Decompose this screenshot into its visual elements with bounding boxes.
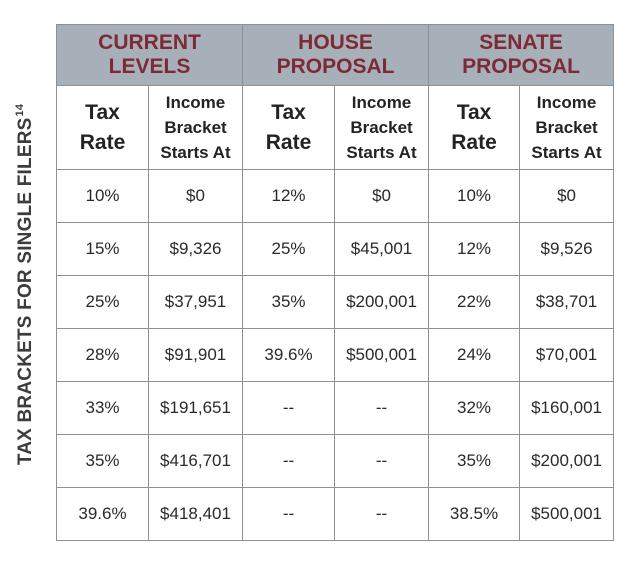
table-cell: $0	[520, 170, 614, 223]
table-cell: 28%	[57, 329, 149, 382]
table-cell: 35%	[57, 435, 149, 488]
table-cell: 10%	[57, 170, 149, 223]
table-cell: 25%	[243, 223, 335, 276]
table-cell: 35%	[243, 276, 335, 329]
table-cell: --	[243, 488, 335, 541]
col-header-line1: Tax	[271, 100, 306, 124]
table-cell: 10%	[429, 170, 520, 223]
table-cell: $160,001	[520, 382, 614, 435]
side-title-label: TAX BRACKETS FOR SINGLE FILERS	[15, 117, 37, 466]
group-header-line1: CURRENT	[98, 31, 201, 54]
table-cell: $9,326	[149, 223, 243, 276]
table-cell: 22%	[429, 276, 520, 329]
table-cell: 12%	[429, 223, 520, 276]
table-row	[57, 223, 614, 276]
column-header-tax-rate	[429, 86, 520, 170]
table-row	[57, 170, 614, 223]
table-cell: 32%	[429, 382, 520, 435]
table-cell: --	[335, 435, 429, 488]
table-cell: $0	[335, 170, 429, 223]
group-header-current-levels	[57, 25, 243, 86]
table-cell: $45,001	[335, 223, 429, 276]
table-cell: $0	[149, 170, 243, 223]
col-header-line1: Income	[165, 93, 226, 112]
col-header-line3: Starts At	[160, 143, 231, 162]
col-header-line1: Income	[536, 93, 597, 112]
table-cell: $416,701	[149, 435, 243, 488]
column-header-income-bracket	[520, 86, 614, 170]
table-cell: 33%	[57, 382, 149, 435]
side-title-text	[15, 104, 38, 465]
col-header-line2: Bracket	[350, 118, 413, 137]
table-row	[57, 435, 614, 488]
col-header-line2: Bracket	[535, 118, 598, 137]
col-header-line2: Rate	[451, 130, 497, 154]
table-cell: 12%	[243, 170, 335, 223]
col-header-line1: Tax	[85, 100, 120, 124]
col-header-line3: Starts At	[346, 143, 417, 162]
table-cell: $191,651	[149, 382, 243, 435]
table-cell: $37,951	[149, 276, 243, 329]
table-cell: $9,526	[520, 223, 614, 276]
tax-brackets-table	[56, 24, 614, 541]
col-header-line2: Bracket	[164, 118, 227, 137]
table-cell: $500,001	[335, 329, 429, 382]
group-header-line2: PROPOSAL	[462, 55, 580, 78]
table-cell: 15%	[57, 223, 149, 276]
group-header-line2: PROPOSAL	[276, 55, 395, 78]
table-cell: 39.6%	[243, 329, 335, 382]
table-cell: --	[243, 435, 335, 488]
column-header-row	[57, 86, 614, 170]
table-cell: $200,001	[520, 435, 614, 488]
table-cell: $500,001	[520, 488, 614, 541]
group-header-line1: SENATE	[479, 31, 563, 54]
table-row	[57, 329, 614, 382]
table-cell: $91,901	[149, 329, 243, 382]
table-cell: $70,001	[520, 329, 614, 382]
table-cell: 35%	[429, 435, 520, 488]
table-cell: $418,401	[149, 488, 243, 541]
group-header-line2: LEVELS	[108, 55, 191, 78]
table-cell: --	[335, 488, 429, 541]
group-header-senate-proposal	[429, 25, 614, 86]
table-row	[57, 382, 614, 435]
footnote-marker: 14	[14, 103, 27, 117]
table-cell: --	[243, 382, 335, 435]
table-cell: $200,001	[335, 276, 429, 329]
table-row	[57, 276, 614, 329]
group-header-house-proposal	[243, 25, 429, 86]
col-header-line1: Tax	[456, 100, 492, 124]
table-cell: 24%	[429, 329, 520, 382]
column-header-income-bracket	[149, 86, 243, 170]
table-cell: 39.6%	[57, 488, 149, 541]
table-cell: $38,701	[520, 276, 614, 329]
col-header-line1: Income	[351, 93, 412, 112]
group-header-row	[57, 25, 614, 86]
table-cell: --	[335, 382, 429, 435]
side-title	[0, 0, 52, 569]
group-header-line1: HOUSE	[298, 31, 373, 54]
column-header-income-bracket	[335, 86, 429, 170]
column-header-tax-rate	[57, 86, 149, 170]
column-header-tax-rate	[243, 86, 335, 170]
table-cell: 38.5%	[429, 488, 520, 541]
table-cell: 25%	[57, 276, 149, 329]
col-header-line3: Starts At	[531, 143, 602, 162]
col-header-line2: Rate	[265, 130, 312, 154]
col-header-line2: Rate	[79, 130, 126, 154]
table-row	[57, 488, 614, 541]
